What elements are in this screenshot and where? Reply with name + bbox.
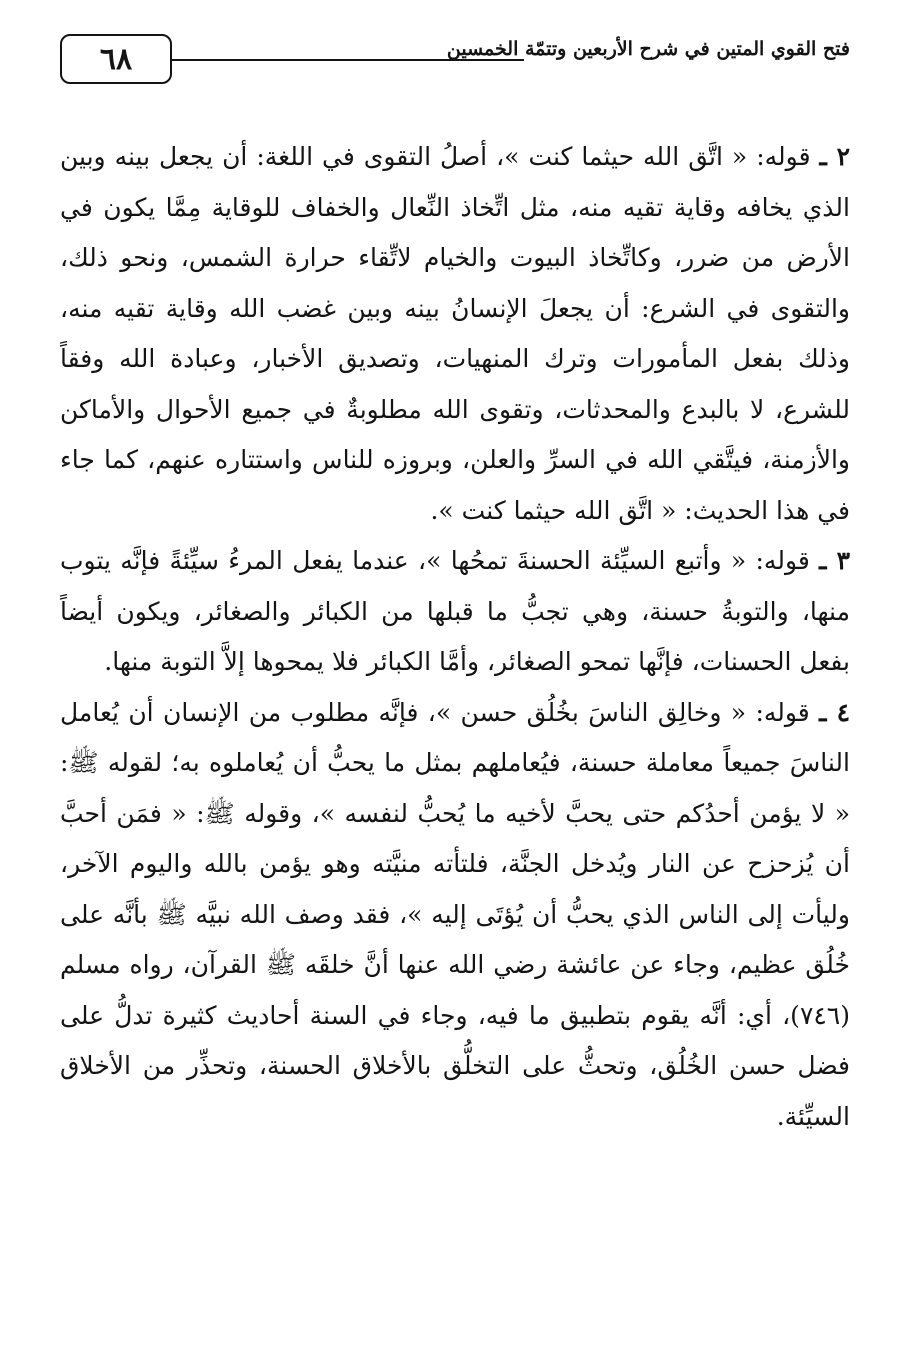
paragraph-number: ٣ ـ <box>819 546 851 575</box>
paragraph-2 <box>60 132 850 536</box>
body-text <box>60 132 850 1142</box>
paragraph-4 <box>60 688 850 1143</box>
paragraph-text: قوله: « وخالِق الناسَ بخُلُق حسن »، فإنَّه مطلوب من الإنسان أن يُعامل الناسَ جميعاً معاملة حسنة، فيُعاملهم بمثل ما يحبُّ أن يُعاملوه به؛ لقوله ﷺ: « لا يؤمن أحدُكم حتى يحبَّ لأخيه ما يُحبُّ لنفسه »، وقوله ﷺ: « فمَن أحبَّ أن يُزحزح عن النار ويُدخل الجنَّة، فلتأته منيَّته وهو يؤمن بالله واليوم الآخر، وليأت إلى الناس الذي يحبُّ أن يُؤتَى إليه »، فقد وصف الله نبيَّه ﷺ بأنَّه على خُلُق عظيم، وجاء عن عائشة رضي الله عنها أنَّ خلقَه ﷺ القرآن، رواه مسلم (٧٤٦)، أي: أنَّه يقوم بتطبيق ما فيه، وجاء في السنة أحاديث كثيرة تدلُّ على فضل حسن الخُلُق، وتحثُّ على التخلُّق بالأخلاق الحسنة، وتحذِّر من الأخلاق السيِّئة. <box>60 697 850 1131</box>
book-page <box>60 28 850 1328</box>
paragraph-3 <box>60 536 850 688</box>
running-title: فتح القوي المتين في شرح الأربعين وتتمّة الخمسين <box>446 38 850 60</box>
paragraph-text: قوله: « اتَّق الله حيثما كنت »، أصلُ التقوى في اللغة: أن يجعل بينه وبين الذي يخافه وقاية تقيه منه، مثل اتِّخاذ النِّعال والخفاف للوقاية مِمَّا يكون في الأرض من ضرر، وكاتِّخاذ البيوت والخيام لاتِّقاء حرارة الشمس، ونحو ذلك، والتقوى في الشرع: أن يجعلَ الإنسانُ بينه وبين غضب الله وقاية تقيه منه، وذلك بفعل المأمورات وترك المنهيات، وتصديق الأخبار، وعبادة الله وفقاً للشرع، لا بالبدع والمحدثات، وتقوى الله مطلوبةٌ في جميع الأحوال والأماكن والأزمنة، فيتَّقي الله في السرِّ والعلن، وبروزه للناس واستتاره عنهم، كما جاء في هذا الحديث: « اتَّق الله حيثما كنت ». <box>60 142 850 525</box>
paragraph-number: ٤ ـ <box>819 697 850 727</box>
page-number: ٦٨ <box>60 34 172 84</box>
paragraph-number: ٢ ـ <box>819 142 850 171</box>
page-header <box>60 28 850 88</box>
paragraph-text: قوله: « وأتبع السيِّئة الحسنةَ تمحُها »، عندما يفعل المرءُ سيِّئةً فإنَّه يتوب منها، والتوبةُ حسنة، وهي تجبُّ ما قبلها من الكبائر والصغائر، ويكون أيضاً بفعل الحسنات، فإنَّها تمحو الصغائر، وأمَّا الكبائر فلا يمحوها إلاَّ التوبة منها. <box>60 546 850 676</box>
